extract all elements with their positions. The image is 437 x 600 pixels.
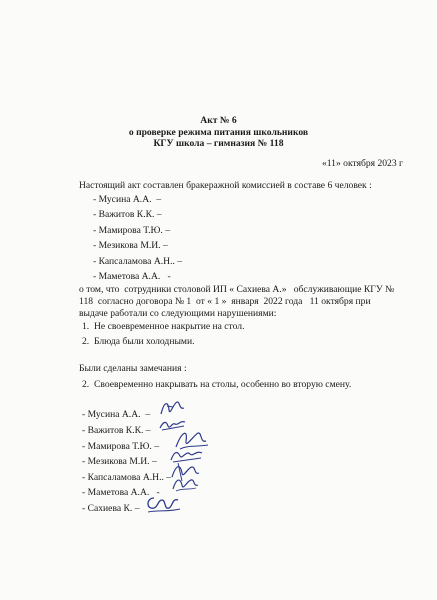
act-date: «11» октября 2023 г [321, 158, 403, 169]
signatory-item: - Мамирова Т.Ю. – [82, 441, 159, 452]
signatory-item: - Важитов К.К. – [82, 425, 151, 436]
member-item: - Маметова А.А. - [93, 271, 171, 282]
body-line: о том, что сотрудники столовой ИП « Сахиева А.» обслуживающие КГУ № [79, 284, 395, 295]
member-item: - Мамирова Т.Ю. – [93, 225, 170, 236]
act-title: Акт № 6 [200, 115, 237, 126]
member-item: - Важитов К.К. – [93, 209, 162, 220]
signatory-item: - Мусина А.А. – [82, 409, 151, 420]
violation-item: 2. Блюда были холодными. [82, 336, 195, 347]
remarks-heading: Были сделаны замечания : [79, 363, 187, 374]
signatory-item: - Маметова А.А. - [82, 487, 160, 498]
remark-item: 2. Своевременно накрывать на столы, особенно во вторую смену. [82, 379, 352, 390]
act-subtitle: о проверке режима питания школьников [128, 127, 309, 138]
signature-mark [142, 490, 182, 523]
violation-item: 1. Не своевременное накрытие на стол. [82, 321, 245, 332]
signatory-item: - Капсаламова А.Н.. – [82, 472, 172, 483]
member-item: - Мезикова М.И. – [93, 240, 168, 251]
body-line: выдаче работали со следующими нарушениями: [79, 308, 277, 319]
signatory-item: - Сахиева К. – [82, 503, 140, 514]
member-item: - Мусина А.А. – [93, 194, 162, 205]
member-item: - Капсаламова А.Н.. – [93, 256, 183, 267]
body-line: 118 согласно договора № 1 от « 1 » января 2022 года 11 октября при [79, 296, 371, 307]
intro-text: Настоящий акт составлен бракеражной комиссией в составе 6 человек : [79, 180, 372, 191]
signatory-item: - Мезикова М.И. – [82, 456, 157, 467]
school-name: КГУ школа – гимназия № 118 [153, 138, 284, 149]
